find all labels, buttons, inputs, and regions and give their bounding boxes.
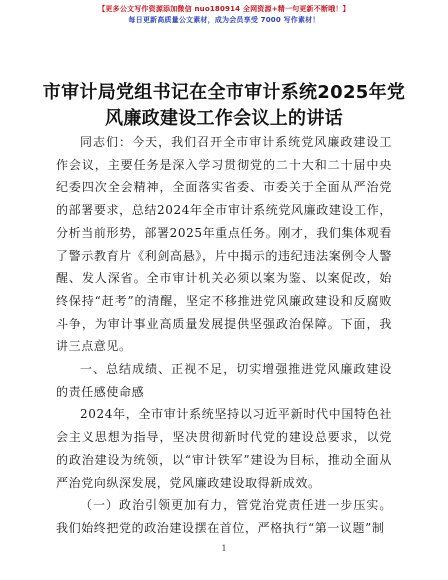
- section-heading-1: 一、总结成绩、正视不足，切实增强推进党风廉政建设的责任感使命感: [56, 362, 392, 399]
- page-number: 1: [221, 544, 227, 553]
- paragraph-greeting-intro: 同志们：今天，我们召开全市审计系统党风廉政建设工作会议，主要任务是深入学习贯彻党的二十大和二十届中央纪委四次全会精神，全面落实省委、市委关于全面从严治党的部署要求，总结2024年全市审计系统党风廉政建设工作，分析当前形势，部署2025年重点任务。刚才，我们集体观看了警示教育片《利剑高悬》，片中揭示的违纪违法案例令人警醒、发人深省。全市审计机关必须以案为鉴、以案促改，始终保持“赶考”的清醒，坚定不移推进党风廉政建设和反腐败斗争，为审计事业高质量发展提供坚强政治保障。下面，我讲三点意见。: [56, 135, 392, 354]
- promo-banner: [0, 4, 448, 26]
- promo-banner-line-2: 每日更新高质量公文素材，成为会员享受 7000 写作素材！: [128, 16, 320, 24]
- document-title: 市审计局党组书记在全市审计系统2025年党风廉政建设工作会议上的讲话: [42, 82, 406, 129]
- subsection-heading-1: （一）政治引领更加有力，管党治党责任进一步压实。我们始终把党的政治建设摆在首位，严格执行“第一议题”制: [56, 498, 392, 535]
- promo-banner-line-1: 【更多公文写作资源添加微信 nuo180914 全网资源+精一句更新不断哦！】: [98, 5, 350, 13]
- paragraph-summary-2024: 2024年，全市审计系统坚持以习近平新时代中国特色社会主义思想为指导，坚决贯彻新时代党的建设总要求，以党的政治建设为统领，以“审计铁军”建设为目标，推动全面从严治党向纵深发展，党风廉政建设取得新成效。: [56, 407, 392, 490]
- document-body: [56, 131, 392, 540]
